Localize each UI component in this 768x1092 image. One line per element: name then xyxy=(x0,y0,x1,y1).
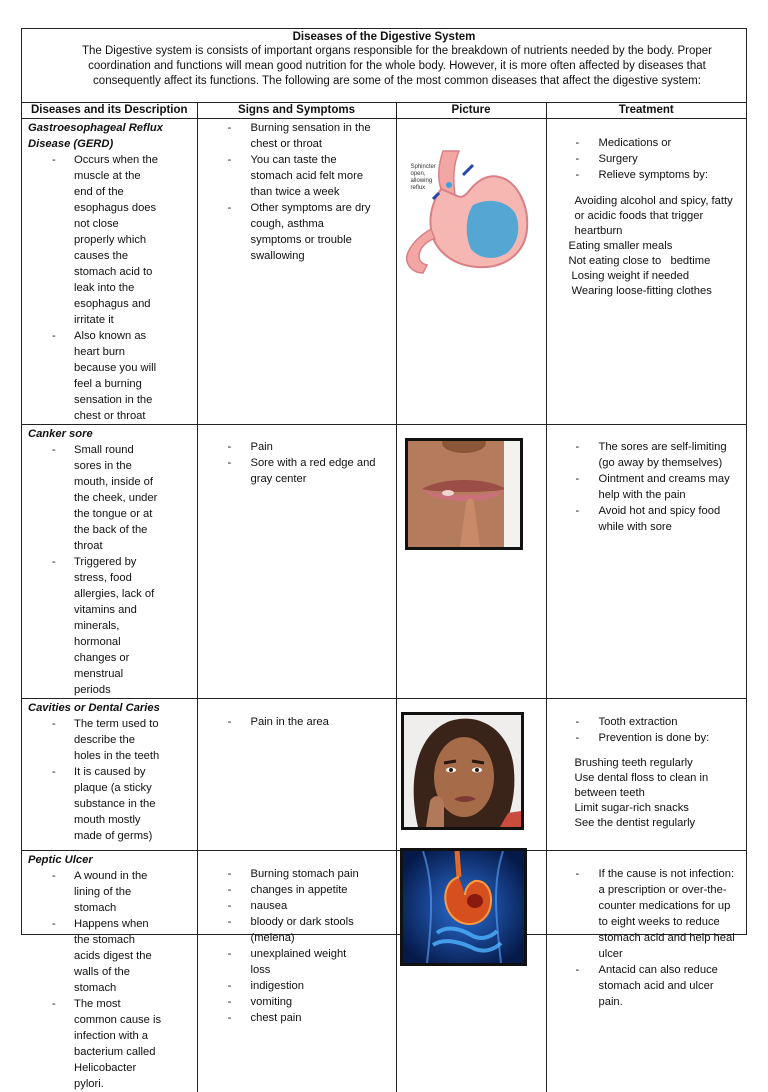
treatment-list xyxy=(547,135,747,183)
illustration-label: Sphincter open, allowing reflux xyxy=(411,164,447,192)
symptoms-list xyxy=(198,714,396,730)
stomach-anatomy-photo xyxy=(400,848,527,966)
picture-cell xyxy=(396,699,546,851)
list-item: - Relieve symptoms by: xyxy=(547,167,747,183)
list-item: - Burning sensation in the chest or throat xyxy=(198,120,378,152)
list-item: - Pain xyxy=(198,439,378,455)
canker-sore-photo xyxy=(405,438,523,550)
symptoms-list xyxy=(198,866,368,1026)
table-row-peptic-ulcer xyxy=(22,851,746,1092)
disease-name: Peptic Ulcer xyxy=(22,851,197,868)
list-item: - Ointment and creams may help with the pain xyxy=(547,471,735,503)
list-item: - The most common cause is infection with a bacterium called Helicobacter pylori. xyxy=(22,996,162,1092)
treatment-notes xyxy=(547,194,747,299)
description-list xyxy=(22,152,158,424)
intro-paragraph: The Digestive system is consists of important organs responsible for the breakdown of nutrients needed by the body. Proper coordination and functions will mean good nutrition for the whole body. However, it is more often affected by diseases that consequently affect its functions. The following are some of the most common diseases that affect the digestive system: xyxy=(22,44,746,89)
symptoms-list xyxy=(198,439,378,487)
duodenum-shape xyxy=(406,229,434,273)
list-item: - chest pain xyxy=(198,1010,368,1026)
treatment-note: Not eating close to bedtime xyxy=(547,254,747,269)
list-item: - Avoid hot and spicy food while with sore xyxy=(547,503,735,535)
description-list xyxy=(22,442,162,698)
treatment-cell xyxy=(546,119,746,425)
picture-cell xyxy=(396,425,546,699)
disease-name: Cavities or Dental Caries xyxy=(22,699,197,716)
table-header-row xyxy=(22,102,746,119)
symptoms-cell xyxy=(197,699,396,851)
list-item: - unexplained weight loss xyxy=(198,946,368,978)
picture-cell xyxy=(396,119,546,425)
document-header xyxy=(22,29,746,103)
list-item: - The term used to describe the holes in the teeth xyxy=(22,716,162,764)
treatment-list xyxy=(547,714,747,746)
header-diseases: Diseases and its Description xyxy=(22,102,197,119)
disease-cell xyxy=(22,425,197,699)
disease-cell xyxy=(22,851,197,1092)
list-item: - Happens when the stomach acids digest the walls of the stomach xyxy=(22,916,162,996)
toothache-photo xyxy=(401,712,524,830)
gastric-fluid xyxy=(466,201,518,258)
disease-name: Canker sore xyxy=(22,425,197,442)
symptoms-cell xyxy=(197,425,396,699)
description-list xyxy=(22,716,162,844)
treatment-note: Limit sugar-rich snacks xyxy=(575,801,745,816)
table-row-gerd xyxy=(22,119,746,425)
treatment-note: Losing weight if needed xyxy=(547,269,747,284)
reflux-arrow-1 xyxy=(463,165,473,175)
list-item: - Medications or xyxy=(547,135,747,151)
mouth-image xyxy=(408,441,520,547)
treatment-notes xyxy=(547,756,745,831)
symptoms-cell xyxy=(197,119,396,425)
treatment-note: Avoiding alcohol and spicy, fatty or acidic foods that trigger heartburn xyxy=(547,194,745,239)
symptoms-cell xyxy=(197,851,396,1092)
list-item: - Pain in the area xyxy=(198,714,396,730)
treatment-list xyxy=(547,439,735,535)
list-item: - bloody or dark stools (melena) xyxy=(198,914,368,946)
list-item: - Tooth extraction xyxy=(547,714,747,730)
table-row-cavities xyxy=(22,699,746,851)
list-item: - Surgery xyxy=(547,151,747,167)
list-item: - Other symptoms are dry cough, asthma symptoms or trouble swallowing xyxy=(198,200,378,264)
list-item: - Small round sores in the mouth, inside of the cheek, under the tongue or at the back of the throat xyxy=(22,442,162,554)
treatment-cell xyxy=(546,851,746,1092)
treatment-note: Eating smaller meals xyxy=(547,239,747,254)
list-item: - Also known as heart burn because you will feel a burning sensation in the chest or throat xyxy=(22,328,158,424)
picture-cell xyxy=(396,851,546,1092)
header-symptoms: Signs and Symptoms xyxy=(197,102,396,119)
stomach-xray-image xyxy=(403,851,524,963)
treatment-note: Wearing loose-fitting clothes xyxy=(547,284,747,299)
treatment-cell xyxy=(546,425,746,699)
treatment-note: Brushing teeth regularly xyxy=(575,756,745,771)
treatment-list xyxy=(547,866,741,1010)
disease-name: Gastroesophageal Reflux Disease (GERD) xyxy=(22,119,197,152)
header-treatment: Treatment xyxy=(546,102,746,119)
diseases-table xyxy=(22,102,746,1092)
treatment-note: Use dental floss to clean in between teeth xyxy=(575,771,745,801)
document-page xyxy=(21,28,747,935)
list-item: - changes in appetite xyxy=(198,882,368,898)
description-list xyxy=(22,868,162,1092)
list-item: - You can taste the stomach acid felt more than twice a week xyxy=(198,152,378,200)
list-item: - vomiting xyxy=(198,994,368,1010)
list-item: - Burning stomach pain xyxy=(198,866,368,882)
treatment-note: See the dentist regularly xyxy=(575,816,745,831)
list-item: - Prevention is done by: xyxy=(547,730,747,746)
list-item: - Occurs when the muscle at the end of the esophagus does not close properly which causes the stomach acid to leak into the esophagus and irritate it xyxy=(22,152,158,328)
list-item: - Sore with a red edge and gray center xyxy=(198,455,378,487)
disease-cell xyxy=(22,119,197,425)
list-item: - The sores are self-limiting (go away by themselves) xyxy=(547,439,735,471)
person-toothache-image xyxy=(404,715,521,827)
list-item: - Triggered by stress, food allergies, lack of vitamins and minerals, hormonal changes or menstrual periods xyxy=(22,554,162,698)
treatment-cell xyxy=(546,699,746,851)
table-row-canker-sore xyxy=(22,425,746,699)
list-item: - indigestion xyxy=(198,978,368,994)
list-item: - If the cause is not infection: a prescription or over-the-counter medications for up to eight weeks to reduce stomach acid and help heal ulcer xyxy=(547,866,741,962)
list-item: - Antacid can also reduce stomach acid and ulcer pain. xyxy=(547,962,741,1010)
document-title: Diseases of the Digestive System xyxy=(22,30,746,44)
list-item: - A wound in the lining of the stomach xyxy=(22,868,162,916)
list-item: - It is caused by plaque (a sticky substance in the mouth mostly made of germs) xyxy=(22,764,162,844)
list-item: - nausea xyxy=(198,898,368,914)
header-picture: Picture xyxy=(396,102,546,119)
disease-cell xyxy=(22,699,197,851)
symptoms-list xyxy=(198,120,378,264)
